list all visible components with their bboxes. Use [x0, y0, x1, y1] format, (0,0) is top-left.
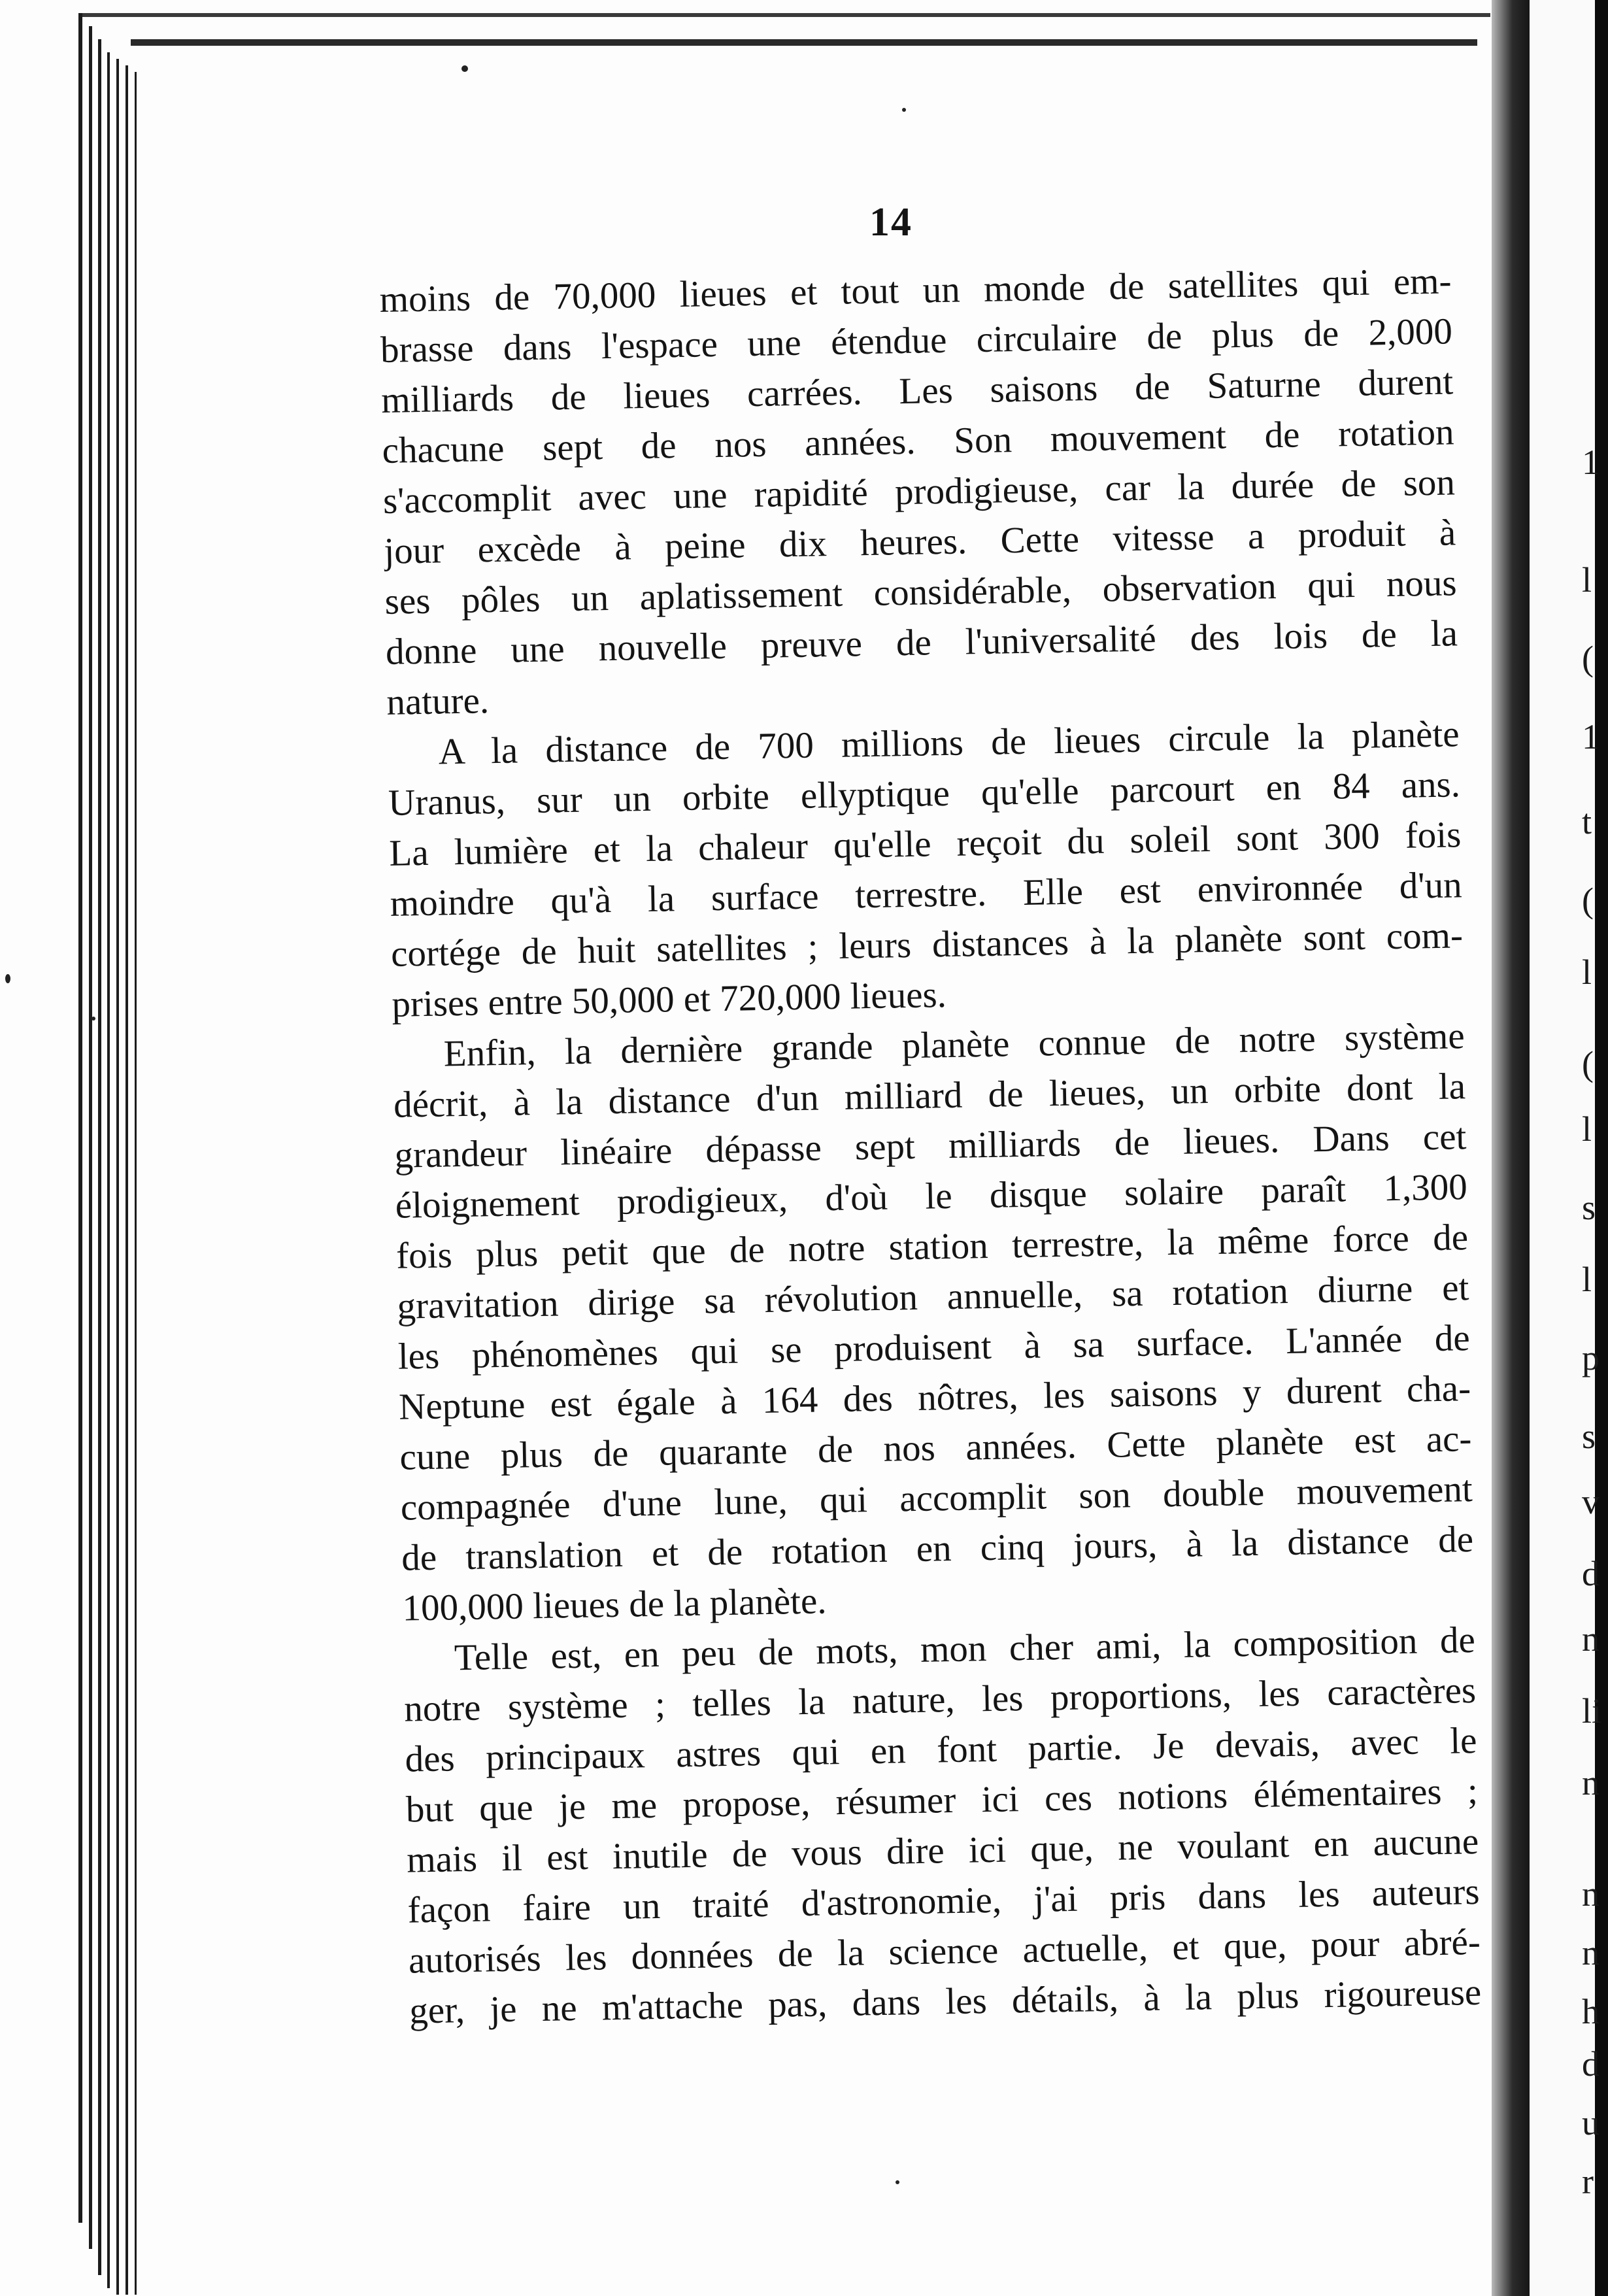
text-line: nature. — [386, 680, 490, 723]
facing-page-fragment: li — [1582, 1691, 1602, 1730]
facing-page-fragment: t — [1582, 802, 1592, 841]
speck — [92, 1017, 95, 1021]
text-line: La lumière et la chaleur qu'elle reçoit du soleil sont 300 fois — [388, 814, 1462, 874]
facing-page-text — [1582, 0, 1608, 2296]
text-line: prises entre 50,000 et 720,000 lieues. — [391, 974, 947, 1025]
text-line: notre système ; telles la nature, les proportions, les caractères — [403, 1670, 1477, 1730]
page-edge-left-3 — [98, 39, 101, 2275]
facing-page-fragment: r — [1582, 2162, 1594, 2201]
text-line: décrit, à la distance d'un milliard de lieues, un orbite dont la — [393, 1066, 1466, 1126]
text-line: Enfin, la dernière grande planète connue de notre système — [443, 1015, 1466, 1075]
facing-page-fragment: l — [1582, 560, 1592, 599]
page-edge-left-6 — [126, 65, 128, 2295]
body-text — [379, 256, 1482, 2036]
facing-page-fragment: h — [1582, 1992, 1600, 2031]
speck — [461, 65, 468, 72]
text-line: jour excède à peine dix heures. Cette vitesse a produit à — [383, 512, 1456, 572]
text-line: des principaux astres qui en font partie. Je devais, avec le — [405, 1720, 1477, 1780]
text-line: Neptune est égale à 164 des nôtres, les saisons y durent cha- — [398, 1368, 1471, 1428]
text-line: Telle est, en peu de mots, mon cher ami, la composition de — [454, 1619, 1476, 1679]
facing-page-fragment: n — [1582, 1933, 1600, 1972]
text-line: compagnée d'une lune, qui accomplit son double mouvement — [400, 1468, 1473, 1528]
text-line: Uranus, sur un orbite ellyptique qu'elle parcourt en 84 ans. — [388, 764, 1461, 824]
facing-page-fragment: n — [1582, 1763, 1600, 1802]
text-line: but que je me propose, résumer ici ces notions élémentaires ; — [405, 1770, 1479, 1831]
page-edge-left-4 — [107, 52, 110, 2288]
text-line: s'accomplit avec une rapidité prodigieuse, car la durée de son — [382, 462, 1456, 522]
page-edge-top-outer — [78, 13, 1490, 17]
text-line: moins de 70,000 lieues et tout un monde de satellites qui em- — [379, 260, 1452, 320]
text-line: moindre qu'à la surface terrestre. Elle est environnée d'un — [390, 864, 1463, 924]
text-line: ses pôles un aplatissement considérable, observation qui nous — [384, 562, 1458, 622]
page-edge-left-7 — [135, 72, 137, 2295]
page-edge-top — [131, 39, 1477, 46]
facing-page-fragment: l — [1582, 953, 1592, 992]
facing-page-fragment: d — [1582, 2044, 1600, 2084]
text-line: fois plus petit que de notre station terrestre, la même force de — [395, 1217, 1469, 1277]
facing-page-fragment: 1 — [1582, 443, 1600, 482]
page-edge-left-1 — [78, 13, 82, 2223]
binding-gutter — [1492, 0, 1530, 2296]
facing-page-fragment: n — [1582, 1619, 1600, 1659]
facing-page-fragment: v — [1582, 1482, 1600, 1521]
text-line: 100,000 lieues de la planète. — [402, 1580, 828, 1629]
text-line: mais il est inutile de vous dire ici que, ne voulant en aucune — [406, 1821, 1479, 1881]
facing-page-fragment: ( — [1582, 1044, 1594, 1083]
page-edge-left-5 — [116, 59, 119, 2295]
text-line: de translation et de rotation en cinq jours, à la distance de — [401, 1519, 1474, 1579]
facing-page-fragment: u — [1582, 2103, 1600, 2142]
page-number: 14 — [869, 200, 913, 245]
facing-page-fragment: d — [1582, 1554, 1600, 1593]
speck — [902, 108, 906, 112]
text-line: les phénomènes qui se produisent à sa surface. L'année de — [397, 1317, 1471, 1377]
facing-page-fragment: s — [1582, 1417, 1596, 1456]
text-line: A la distance de 700 millions de lieues circule la planète — [438, 713, 1460, 773]
text-line: brasse dans l'espace une étendue circulaire de plus de 2,000 — [380, 311, 1453, 371]
speck — [5, 974, 10, 983]
facing-page-fragment: l — [1582, 1109, 1592, 1149]
text-line: milliards de lieues carrées. Les saisons de Saturne durent — [380, 361, 1454, 421]
facing-page-fragment: p — [1582, 1338, 1600, 1377]
text-line: gravitation dirige sa révolution annuelle, sa rotation diurne et — [396, 1267, 1469, 1327]
text-line: cune plus de quarante de nos années. Cette planète est ac- — [399, 1418, 1472, 1478]
text-line: donne une nouvelle preuve de l'universalité des lois de la — [385, 613, 1458, 673]
speck — [896, 2180, 899, 2184]
facing-page-fragment: ( — [1582, 881, 1594, 920]
text-line: autorisés les données de la science actuelle, et que, pour abré- — [408, 1921, 1481, 1982]
facing-page-fragment: n — [1582, 1874, 1600, 1914]
facing-page-fragment: ( — [1582, 639, 1594, 678]
facing-page-fragment: s — [1582, 1188, 1596, 1227]
facing-page-fragment: 1 — [1582, 717, 1600, 756]
text-line: éloignement prodigieux, d'où le disque solaire paraît 1,300 — [395, 1166, 1468, 1226]
text-line: ger, je ne m'attache pas, dans les détails, à la plus rigoureuse — [409, 1971, 1482, 2032]
text-line: chacune sept de nos années. Son mouvement de rotation — [382, 411, 1455, 471]
text-line: façon faire un traité d'astronomie, j'ai pris dans les auteurs — [407, 1871, 1480, 1931]
text-line: grandeur linéaire dépasse sept milliards de lieues. Dans cet — [394, 1116, 1467, 1176]
text-line: cortége de huit satellites ; leurs distances à la planète sont com- — [390, 915, 1464, 975]
page-edge-left-2 — [89, 26, 92, 2249]
facing-page-fragment: l — [1582, 1260, 1592, 1299]
